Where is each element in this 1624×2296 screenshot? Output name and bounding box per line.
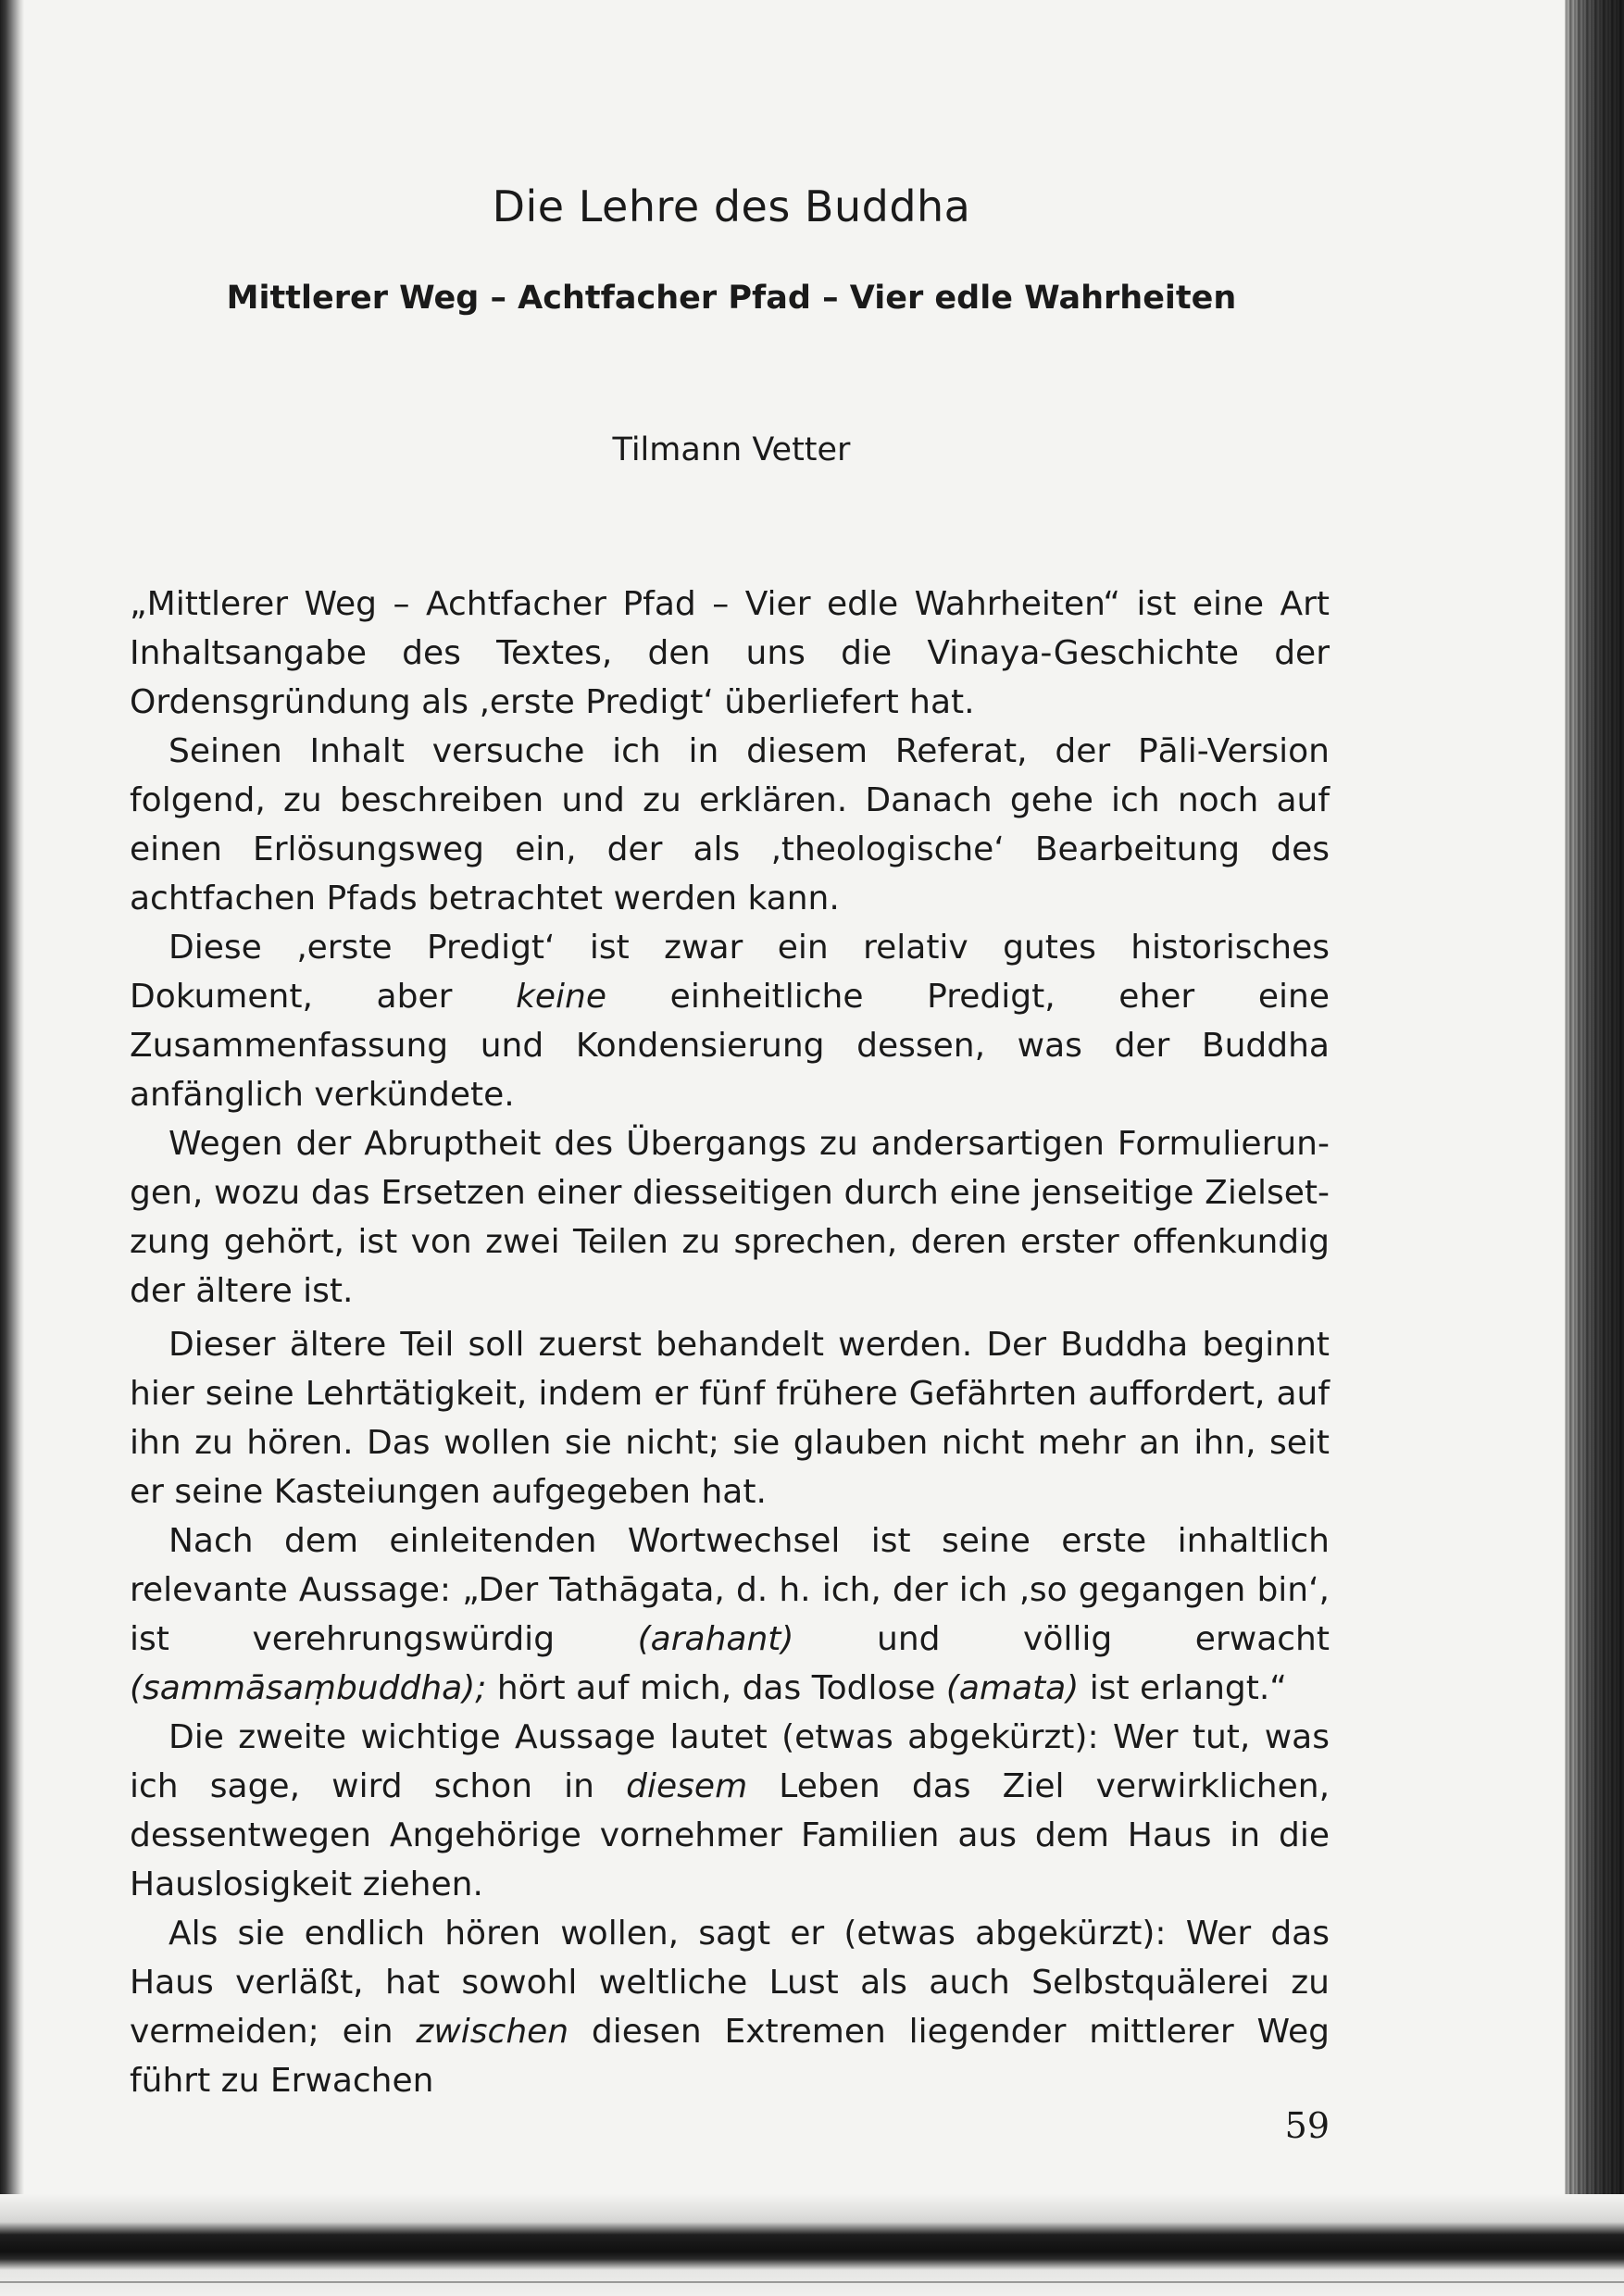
page-title: Die Lehre des Buddha <box>492 181 971 231</box>
text-run: einheitliche Predigt, eher eine Zusammenfassung und Kondensierung dessen, was der Buddha anfänglich verkündete. <box>130 978 1330 1114</box>
book-gutter-right <box>1565 0 1624 2296</box>
text-run: ist erlangt.“ <box>1079 1669 1287 1707</box>
paragraph <box>130 1320 1330 1516</box>
page-number: 59 <box>1284 2105 1330 2146</box>
italic-term: (amata) <box>945 1669 1080 1707</box>
scan-line-bottom <box>0 2281 1624 2283</box>
body-section-intro <box>130 580 1330 1316</box>
text-run: „Mittlerer Weg – Achtfacher Pfad – Vier edle Wahrheiten“ ist eine Art Inhaltsangabe des Textes, den uns die Vinaya-Geschichte der Ordensgründung als ‚erste Predigt‘ überliefert hat. <box>130 585 1330 721</box>
paragraph <box>130 923 1330 1119</box>
text-run: Leben das Ziel verwirklichen, dessentwegen Angehörige vornehmer Familien aus dem Haus in die Hauslosigkeit ziehen. <box>130 1767 1330 1903</box>
text-run: und völlig erwacht <box>793 1620 1330 1658</box>
text-run: Als sie endlich hören wollen, sagt er (etwas abgekürzt): Wer das Haus verläßt, hat sowohl weltliche Lust als auch Selbstquälerei zu vermeiden; ein <box>130 1915 1330 2051</box>
text-run: diesen Extremen liegender mittlerer Weg führt zu Erwachen <box>130 2013 1330 2100</box>
text-run: Diese ‚erste Predigt‘ ist zwar ein relativ gutes historisches Dokument, aber <box>130 929 1330 1016</box>
paragraph <box>130 1713 1330 1909</box>
paragraph <box>130 727 1330 923</box>
paragraph <box>130 1516 1330 1713</box>
author-name: Tilmann Vetter <box>612 431 851 468</box>
text-run: Nach dem einleitenden Wortwechsel ist seine erste inhaltlich relevante Aussage: „Der Tathāgata, d. h. ich, der ich ‚so gegangen bin‘, ist verehrungswürdig <box>130 1522 1330 1658</box>
paragraph <box>130 1909 1330 2105</box>
body-section-main <box>130 1320 1330 2105</box>
text-run: Dieser ältere Teil soll zuerst behandelt werden. Der Buddha beginnt hier seine Lehrtätigkeit, indem er fünf frühere Gefährten auffordert, auf ihn zu hören. Das wollen sie nicht; sie glauben nicht mehr an ihn, seit er seine Kasteiungen aufgegeben hat. <box>130 1326 1330 1511</box>
page-subtitle: Mittlerer Weg – Achtfacher Pfad – Vier edle Wahrheiten <box>226 280 1237 317</box>
scan-shadow-left <box>0 0 24 2296</box>
paragraph <box>130 1119 1330 1316</box>
text-run: Wegen der Abruptheit des Übergangs zu andersartigen Formulierungen, wozu das Ersetzen einer diesseitigen durch eine jenseitige Zielsetzung gehört, ist von zwei Teilen zu sprechen, deren erster offenkundig der ältere ist. <box>130 1125 1330 1310</box>
italic-term: diesem <box>626 1767 748 1805</box>
text-run: hört auf mich, das Todlose <box>486 1669 946 1707</box>
text-run: Die zweite wichtige Aussage lautet (etwas abgekürzt): Wer tut, was ich sage, wird schon in <box>130 1718 1330 1805</box>
italic-term: zwischen <box>416 2013 569 2051</box>
italic-term: (arahant) <box>637 1620 794 1658</box>
paragraph <box>130 580 1330 727</box>
italic-term: keine <box>516 978 607 1016</box>
text-run: Seinen Inhalt versuche ich in diesem Referat, der Pāli-Version folgend, zu beschreiben und zu erklären. Danach gehe ich noch auf einen Erlösungsweg ein, der als ‚theologische‘ Bearbeitung des achtfachen Pfads betrachtet werden kann. <box>130 732 1330 917</box>
italic-term: (sammāsaṃbuddha); <box>130 1669 487 1707</box>
